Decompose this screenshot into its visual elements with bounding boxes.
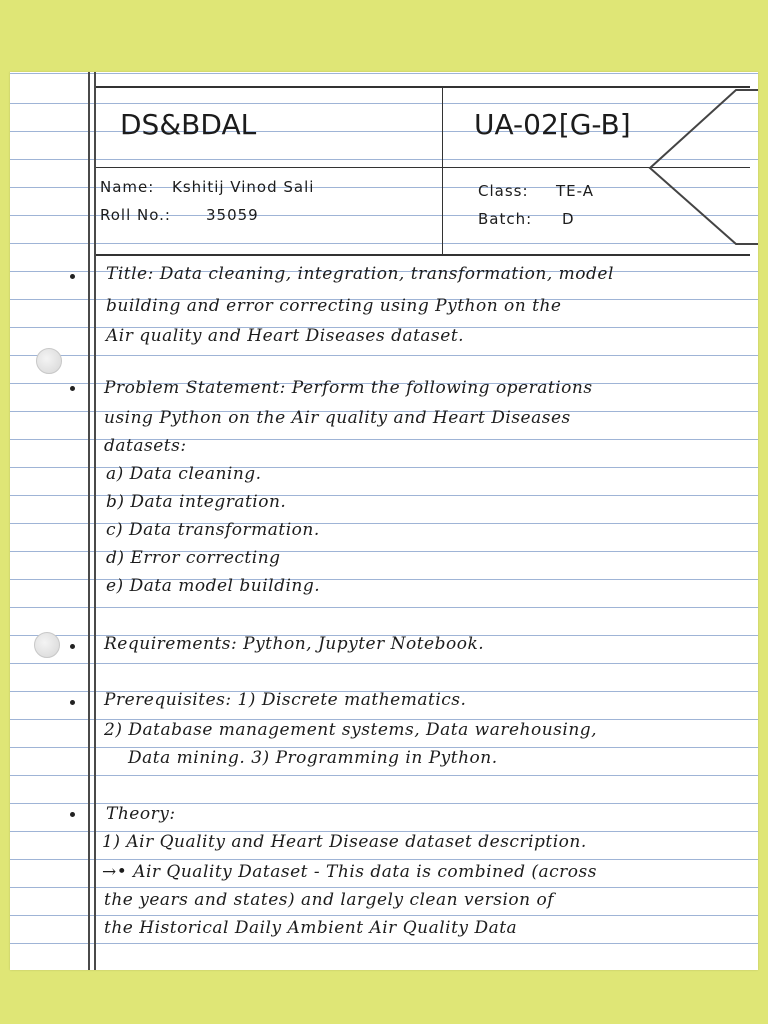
problem-item-d: d) Error correcting	[106, 548, 281, 568]
title-line-2: building and error correcting using Python on the	[106, 296, 562, 316]
roll-label: Roll No.:	[100, 206, 171, 224]
name-value: Kshitij Vinod Sali	[172, 178, 315, 196]
notebook-page	[10, 72, 758, 970]
prerequisites-line-1: Prerequisites: 1) Discrete mathematics.	[104, 690, 467, 710]
bullet-problem	[70, 386, 75, 391]
theory-line-4: the Historical Daily Ambient Air Quality Data	[104, 918, 518, 938]
subject-title: DS&BDAL	[120, 108, 257, 141]
bullet-theory	[70, 812, 75, 817]
requirements-line: Requirements: Python, Jupyter Notebook.	[104, 634, 485, 654]
title-line-3: Air quality and Heart Diseases dataset.	[106, 326, 465, 346]
roll-value: 35059	[206, 206, 259, 224]
class-label: Class:	[478, 182, 529, 200]
punch-hole-2	[34, 632, 60, 658]
title-line-1: Title: Data cleaning, integration, transformation, model	[106, 264, 614, 284]
problem-line-1: Problem Statement: Perform the following operations	[104, 378, 593, 398]
problem-item-c: c) Data transformation.	[106, 520, 320, 540]
theory-line-1: 1) Air Quality and Heart Disease dataset description.	[102, 832, 587, 852]
assignment-code: UA-02[G-B]	[474, 108, 631, 141]
batch-value: D	[562, 210, 575, 228]
theory-line-3: the years and states) and largely clean version of	[104, 890, 555, 910]
punch-hole-1	[36, 348, 62, 374]
problem-line-3: datasets:	[104, 436, 187, 456]
problem-line-2: using Python on the Air quality and Heart Diseases	[104, 408, 571, 428]
problem-item-a: a) Data cleaning.	[106, 464, 262, 484]
prerequisites-line-2: 2) Database management systems, Data warehousing,	[104, 720, 598, 740]
prerequisites-line-3: Data mining. 3) Programming in Python.	[128, 748, 498, 768]
problem-item-e: e) Data model building.	[106, 576, 321, 596]
flag-shape	[10, 72, 758, 272]
name-label: Name:	[100, 178, 155, 196]
problem-item-b: b) Data integration.	[106, 492, 287, 512]
theory-heading: Theory:	[106, 804, 176, 824]
bullet-title	[70, 274, 75, 279]
class-value: TE-A	[556, 182, 594, 200]
theory-line-2: →• Air Quality Dataset - This data is combined (across	[102, 862, 597, 882]
batch-label: Batch:	[478, 210, 533, 228]
bullet-prerequisites	[70, 700, 75, 705]
bullet-requirements	[70, 644, 75, 649]
